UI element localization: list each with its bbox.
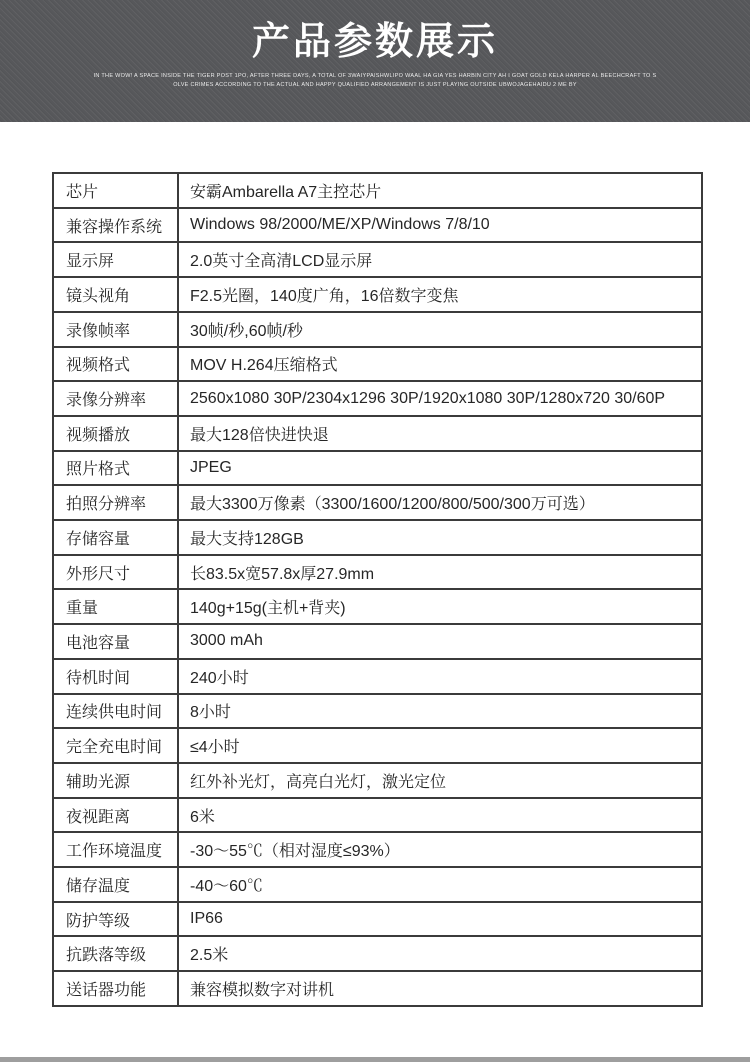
spec-label: 拍照分辨率 <box>53 485 178 520</box>
spec-value: 长83.5x宽57.8x厚27.9mm <box>178 555 702 590</box>
table-row <box>53 763 702 798</box>
spec-label: 送话器功能 <box>53 971 178 1006</box>
table-row <box>53 798 702 833</box>
table-row <box>53 277 702 312</box>
spec-value: 2.5米 <box>178 936 702 971</box>
spec-label: 电池容量 <box>53 624 178 659</box>
spec-label: 录像帧率 <box>53 312 178 347</box>
spec-value: -40～60℃ <box>178 867 702 902</box>
spec-value: 红外补光灯，高亮白光灯，激光定位 <box>178 763 702 798</box>
spec-value: JPEG <box>178 451 702 486</box>
spec-label: 显示屏 <box>53 242 178 277</box>
header-banner <box>0 0 750 122</box>
table-row <box>53 694 702 729</box>
spec-label: 抗跌落等级 <box>53 936 178 971</box>
table-row <box>53 902 702 937</box>
spec-label: 外形尺寸 <box>53 555 178 590</box>
spec-value: 240小时 <box>178 659 702 694</box>
spec-value: MOV H.264压缩格式 <box>178 347 702 382</box>
spec-value: 最大3300万像素（3300/1600/1200/800/500/300万可选） <box>178 485 702 520</box>
spec-value: 最大支持128GB <box>178 520 702 555</box>
spec-label: 待机时间 <box>53 659 178 694</box>
spec-value: ≤4小时 <box>178 728 702 763</box>
spec-label: 连续供电时间 <box>53 694 178 729</box>
spec-label: 镜头视角 <box>53 277 178 312</box>
table-row <box>53 936 702 971</box>
spec-table-body <box>53 173 702 1006</box>
spec-label: 芯片 <box>53 173 178 208</box>
spec-label: 防护等级 <box>53 902 178 937</box>
spec-label: 视频播放 <box>53 416 178 451</box>
header-subtitle-line1: IN THE WOW! A SPACE INSIDE THE TIGER POST 1PO, AFTER THREE DAYS, A TOTAL OF 3WAIYPAISHWLIPO WAAL HA GIA YES HARBIN CITY AH I GOAT GOLD KELA HARPER AL BEECHCRAFT TO S <box>93 72 657 79</box>
table-row <box>53 347 702 382</box>
table-row <box>53 832 702 867</box>
table-row <box>53 485 702 520</box>
table-row <box>53 971 702 1006</box>
spec-value: 8小时 <box>178 694 702 729</box>
table-row <box>53 173 702 208</box>
table-row <box>53 624 702 659</box>
spec-label: 录像分辨率 <box>53 381 178 416</box>
table-row <box>53 520 702 555</box>
spec-value: 2.0英寸全高清LCD显示屏 <box>178 242 702 277</box>
spec-value: 140g+15g(主机+背夹) <box>178 589 702 624</box>
spec-value: 2560x1080 30P/2304x1296 30P/1920x1080 30P/1280x720 30/60P <box>178 381 702 416</box>
spec-label: 存储容量 <box>53 520 178 555</box>
table-row <box>53 589 702 624</box>
table-row <box>53 659 702 694</box>
spec-value: 兼容模拟数字对讲机 <box>178 971 702 1006</box>
spec-value: 30帧/秒,60帧/秒 <box>178 312 702 347</box>
table-row <box>53 312 702 347</box>
spec-value: 最大128倍快进快退 <box>178 416 702 451</box>
spec-label: 完全充电时间 <box>53 728 178 763</box>
spec-label: 工作环境温度 <box>53 832 178 867</box>
spec-table <box>52 172 703 1007</box>
spec-label: 辅助光源 <box>53 763 178 798</box>
table-row <box>53 416 702 451</box>
table-row <box>53 728 702 763</box>
table-row <box>53 867 702 902</box>
spec-value: 安霸Ambarella A7主控芯片 <box>178 173 702 208</box>
spec-label: 储存温度 <box>53 867 178 902</box>
table-row <box>53 555 702 590</box>
table-row <box>53 208 702 243</box>
spec-value: -30～55℃（相对湿度≤93%） <box>178 832 702 867</box>
spec-label: 照片格式 <box>53 451 178 486</box>
spec-value: Windows 98/2000/ME/XP/Windows 7/8/10 <box>178 208 702 243</box>
header-subtitle-line2: OLVE CRIMES ACCORDING TO THE ACTUAL AND HAPPY QUALIFIED ARRANGEMENT IS JUST PLAYING OUTSIDE UBWOJAGEHAIDU 2 ME BY <box>173 81 577 88</box>
spec-label: 兼容操作系统 <box>53 208 178 243</box>
page-title: 产品参数展示 <box>251 21 498 63</box>
footer-bar <box>0 1057 750 1062</box>
spec-value: 3000 mAh <box>178 624 702 659</box>
spec-value: 6米 <box>178 798 702 833</box>
table-row <box>53 451 702 486</box>
table-row <box>53 381 702 416</box>
spec-value: IP66 <box>178 902 702 937</box>
table-row <box>53 242 702 277</box>
spec-label: 重量 <box>53 589 178 624</box>
spec-label: 夜视距离 <box>53 798 178 833</box>
spec-label: 视频格式 <box>53 347 178 382</box>
spec-value: F2.5光圈，140度广角，16倍数字变焦 <box>178 277 702 312</box>
